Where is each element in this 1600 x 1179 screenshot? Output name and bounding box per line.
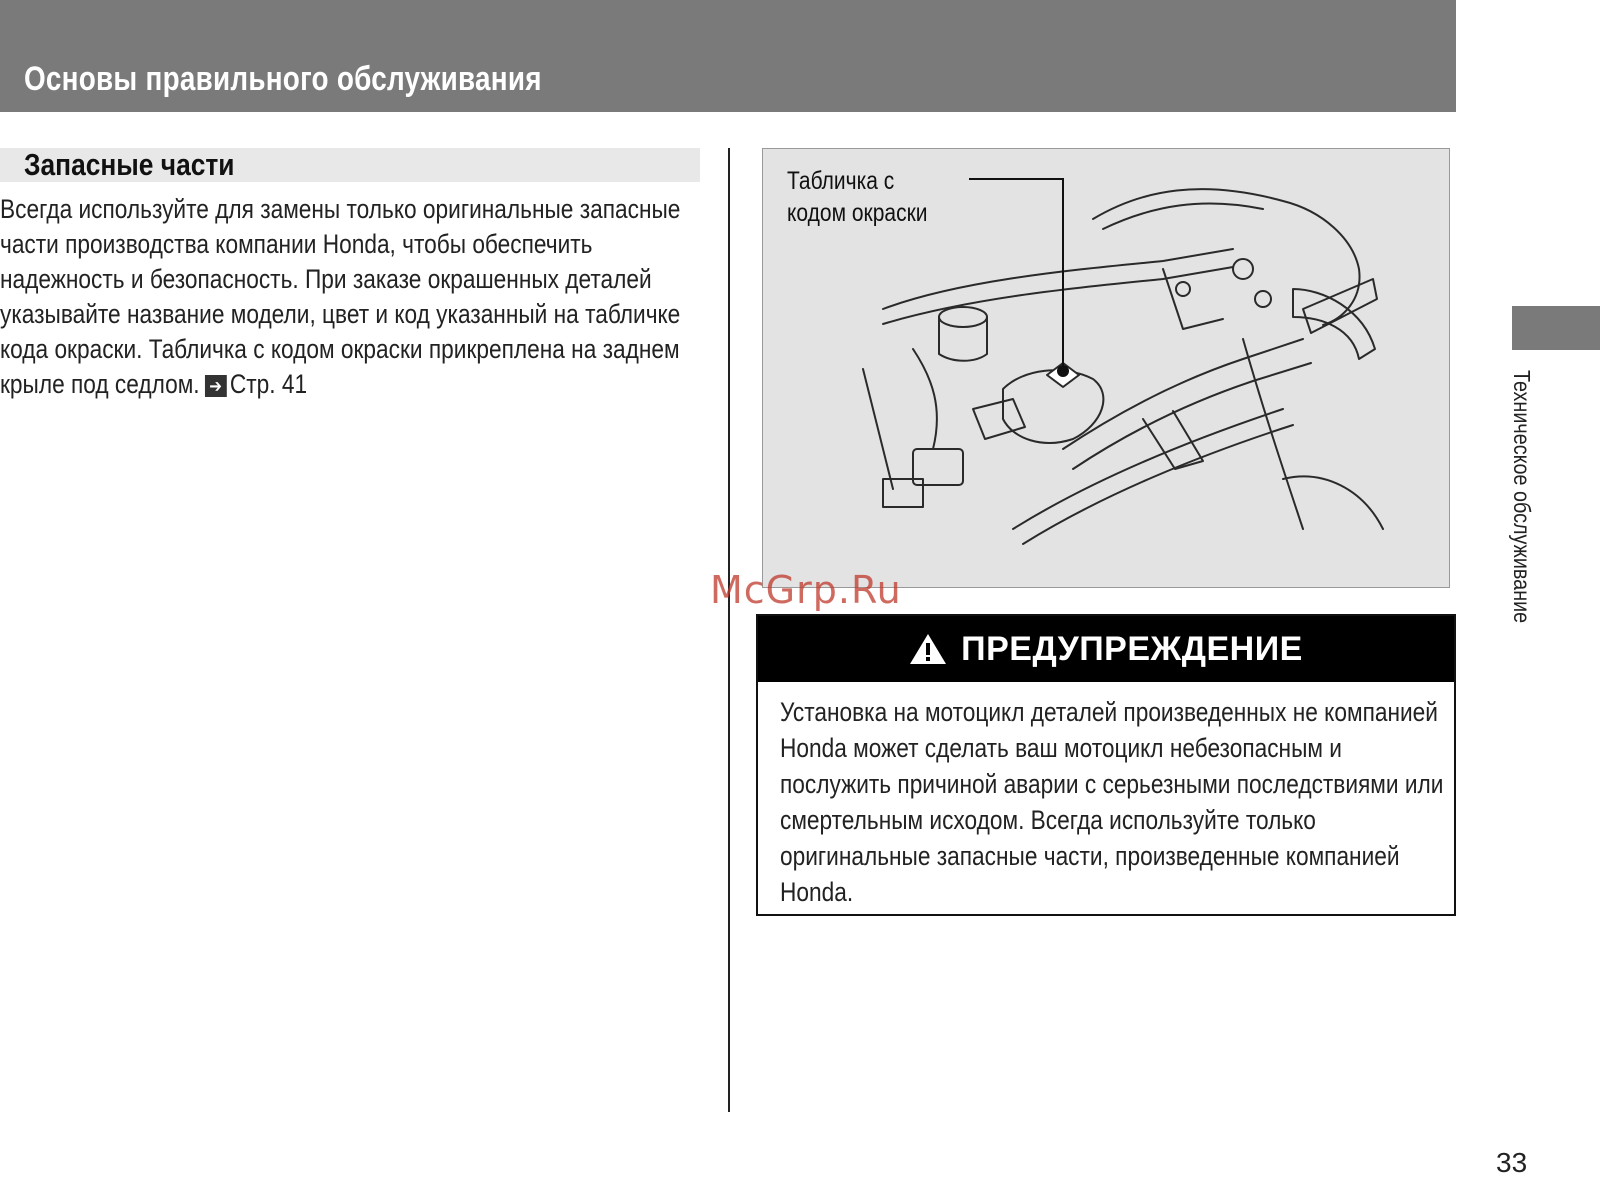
warning-header — [758, 616, 1454, 682]
warning-box — [756, 614, 1456, 916]
warning-triangle-icon — [909, 632, 947, 666]
column-divider — [728, 148, 730, 1112]
section-body-text: Всегда используйте для замены только оригинальные запасные части производства компании Honda, чтобы обеспечить надежность и безопасность. При заказе окрашенных деталей указывайте название модели, цвет и код указанный на табличке кода окраски. Табличка с кодом окраски прикреплена на заднем крыле под седлом. — [0, 194, 681, 399]
watermark: McGrp.Ru — [710, 568, 902, 612]
section-title: Запасные части — [24, 147, 235, 182]
page-title: Основы правильного обслуживания — [24, 60, 542, 98]
chapter-tab — [1512, 306, 1600, 350]
warning-title: ПРЕДУПРЕЖДЕНИЕ — [961, 629, 1303, 668]
arrow-right-icon: ➔ — [205, 375, 227, 397]
paint-code-label: Табличка с кодом окраски — [787, 167, 928, 227]
section-body — [0, 192, 680, 402]
header-bar — [0, 0, 1456, 112]
page-number: 33 — [1496, 1147, 1528, 1178]
warning-text: Установка на мотоцикл деталей произведенных не компанией Honda может сделать ваш мотоцикл небезопасным и послужить причиной аварии с серьезными последствиями или смертельным исходом. Всегда используйте только оригинальные запасные части, произведенные компанией Honda. — [780, 697, 1444, 907]
page-reference-link[interactable]: Стр. 41 — [229, 369, 308, 399]
chapter-tab-label: Техническое обслуживание — [1509, 370, 1535, 624]
section-heading-bar — [0, 148, 700, 182]
motorcycle-illustration — [762, 148, 1450, 588]
